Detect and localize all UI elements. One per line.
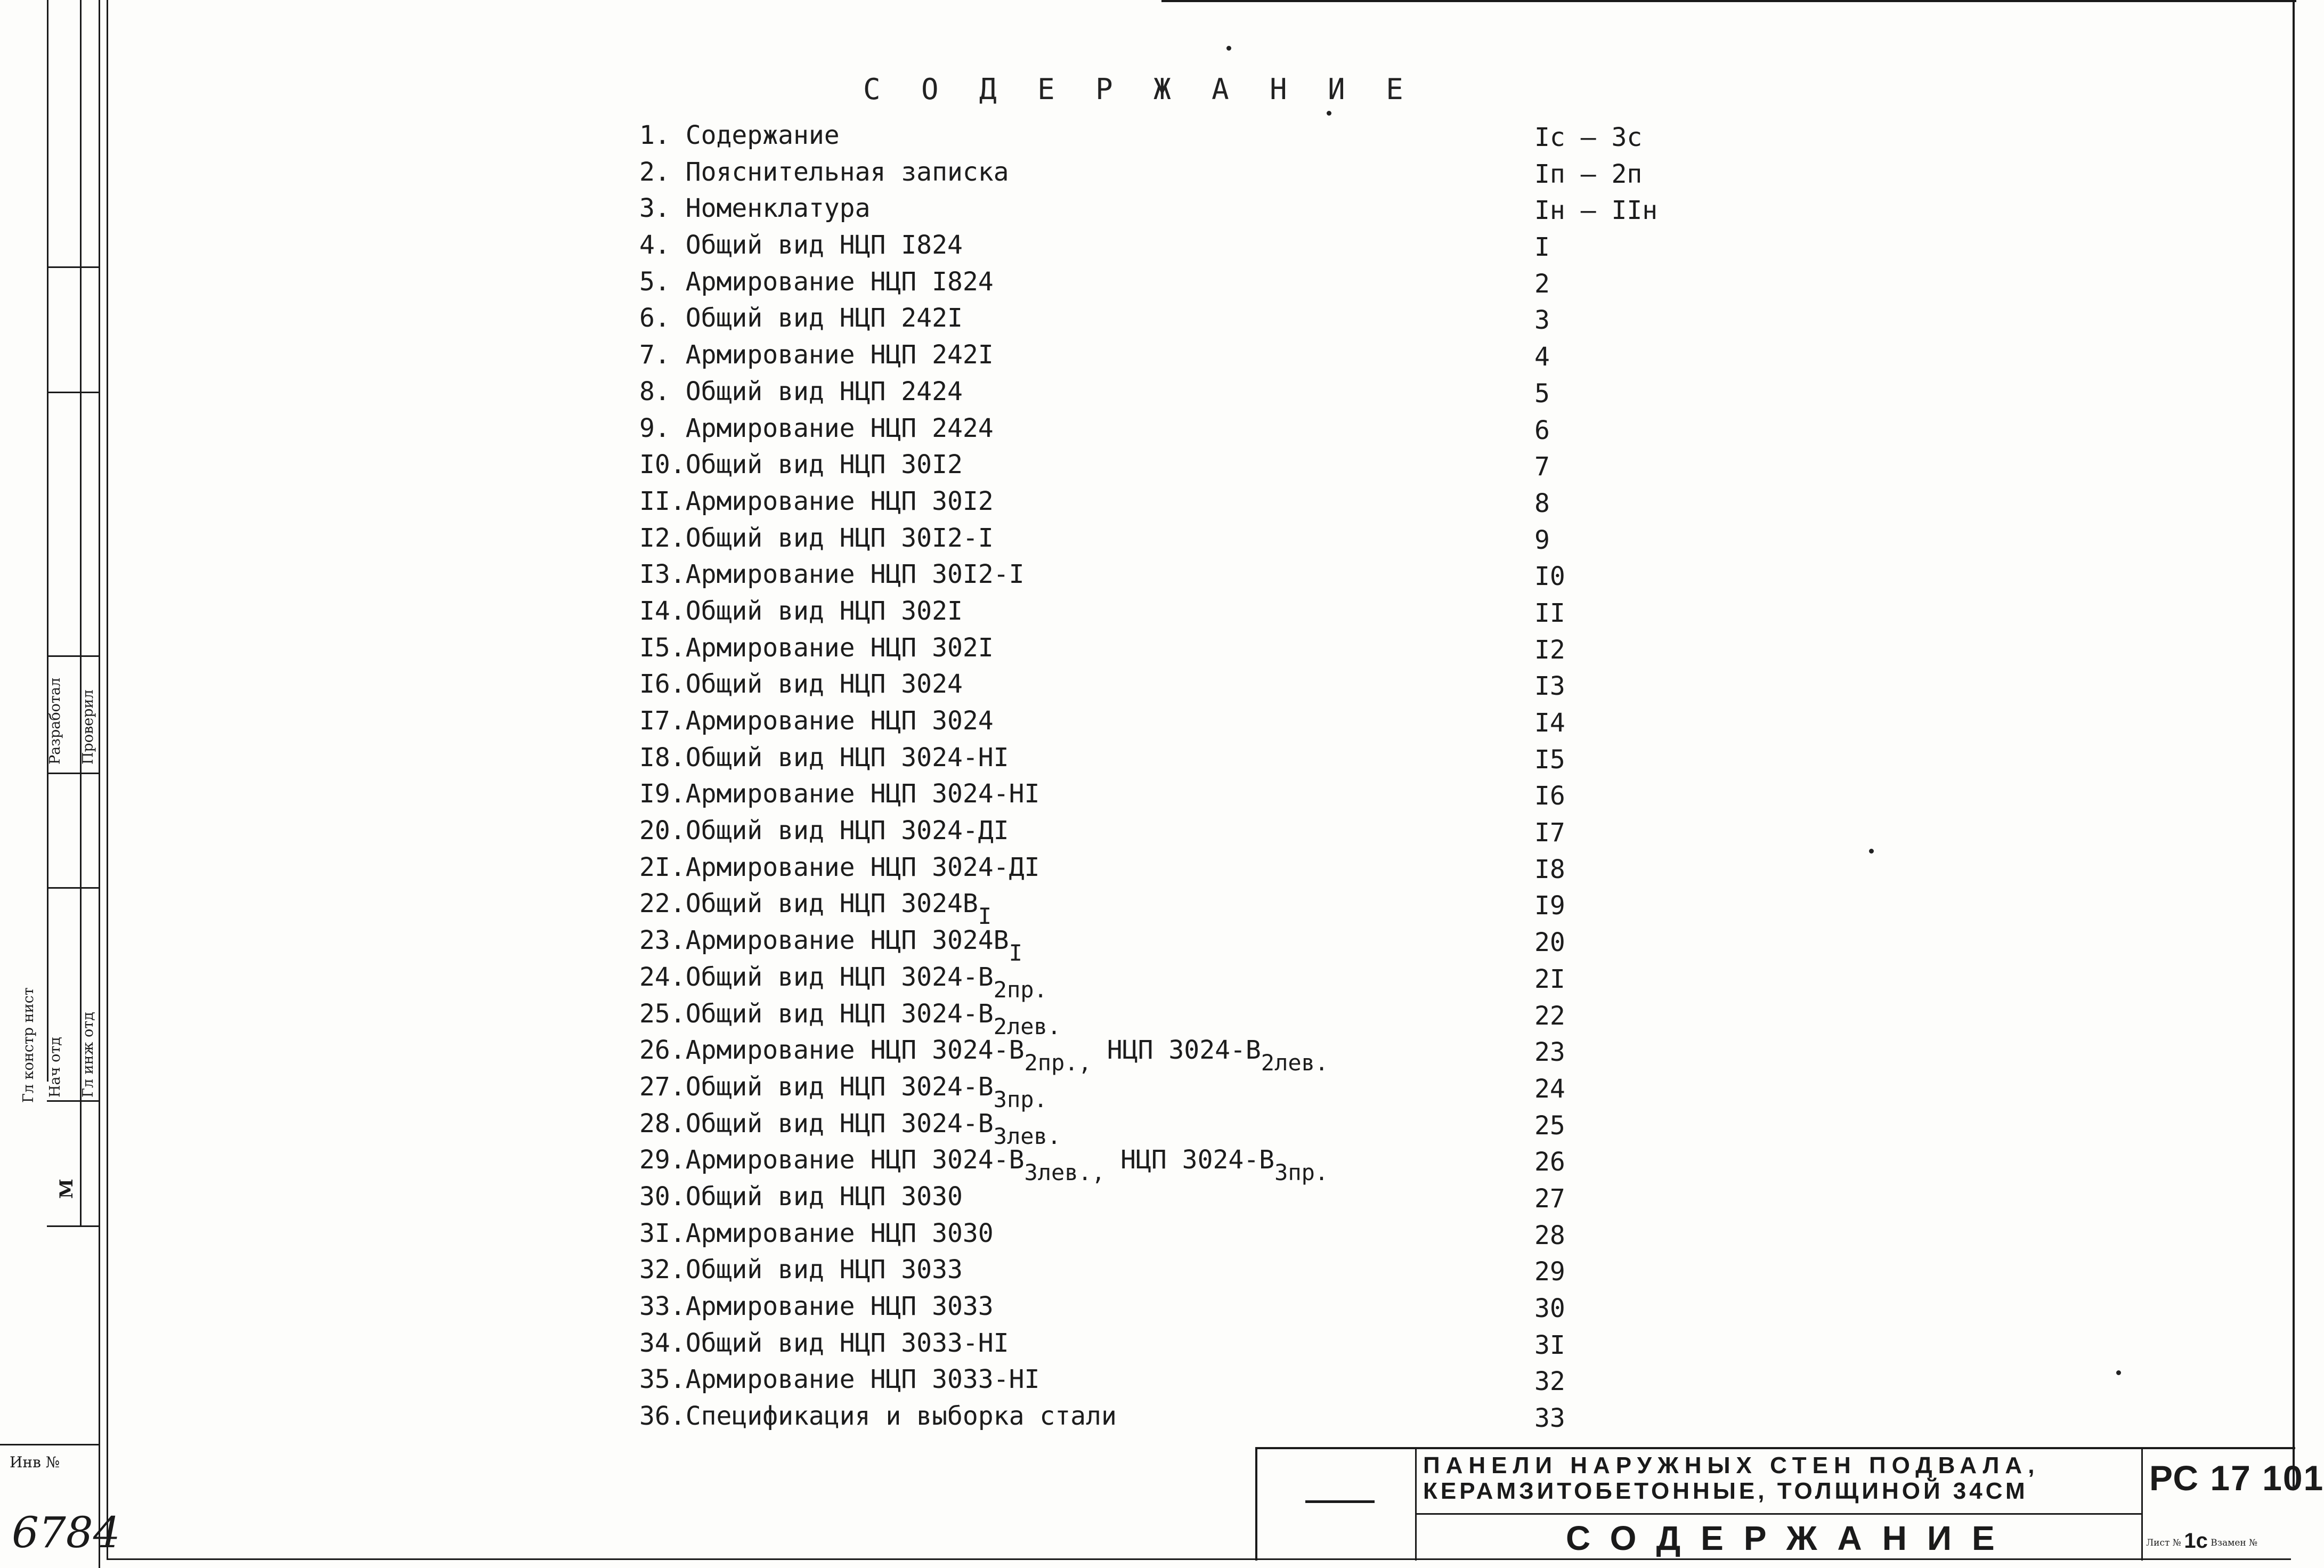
toc-item-subscript: 3лев., <box>1024 1159 1106 1186</box>
toc-row <box>639 303 1705 340</box>
toc-row <box>639 743 1705 779</box>
chief-constructor-label: Гл констр нист <box>20 987 37 1103</box>
toc-row <box>639 1145 1705 1186</box>
toc-item-page: 2 <box>1534 269 1550 299</box>
toc-item-page: I4 <box>1534 708 1565 738</box>
toc-item-title <box>639 889 992 929</box>
toc-item-page: I8 <box>1534 854 1565 884</box>
toc-item-text: I9.Армирование НЦП 3024-НI <box>639 779 1040 809</box>
toc-item-page: 22 <box>1534 1001 1565 1031</box>
toc-item-title <box>639 1364 1039 1394</box>
toc-item-text: 3I.Армирование НЦП 3030 <box>639 1218 994 1248</box>
toc-item-page: I7 <box>1534 818 1565 848</box>
sheet-info <box>2146 1529 2257 1553</box>
strip-line <box>99 0 100 1568</box>
toc-item-text: 27.Общий вид НЦП 3024-В <box>639 1071 994 1102</box>
toc-row <box>639 523 1705 560</box>
toc-item-text: 32.Общий вид НЦП 3033 <box>639 1255 963 1285</box>
toc-item-page: 29 <box>1534 1257 1565 1287</box>
toc-item-page: 6 <box>1534 415 1550 445</box>
toc-item-title <box>639 523 994 553</box>
toc-item-page: I <box>1534 232 1550 263</box>
toc-item-page: I3 <box>1534 671 1565 702</box>
toc-row <box>639 779 1705 816</box>
toc-row <box>639 998 1705 1039</box>
toc-item-text-extra: НЦП 3024-В <box>1091 1035 1261 1066</box>
toc-item-text: 4. Общий вид НЦП I824 <box>639 230 963 261</box>
toc-item-title <box>639 413 994 443</box>
toc-item-text: I4.Общий вид НЦП 302I <box>639 596 963 626</box>
toc-item-text: 3. Номенклатура <box>639 193 871 224</box>
toc-row <box>639 157 1705 194</box>
right-border-rule <box>2293 0 2295 1486</box>
toc-row <box>639 120 1705 157</box>
toc-row <box>639 413 1705 450</box>
toc-item-text: 34.Общий вид НЦП 3033-НI <box>639 1328 1009 1358</box>
toc-item-page: 24 <box>1534 1074 1565 1104</box>
left-stamp-strip <box>0 0 120 1568</box>
toc-item-page: 9 <box>1534 525 1550 555</box>
table-of-contents <box>639 120 1705 1438</box>
toc-item-text: 7. Армирование НЦП 242I <box>639 340 994 370</box>
toc-item-page: I5 <box>1534 744 1565 775</box>
toc-item-title <box>639 340 994 370</box>
toc-item-page: I2 <box>1534 635 1565 665</box>
toc-row <box>639 1364 1705 1401</box>
toc-item-text: 22.Общий вид НЦП 3024В <box>639 889 978 919</box>
title-block-code-cell <box>2141 1449 2324 1561</box>
toc-item-title <box>639 486 994 516</box>
toc-item-title <box>639 450 963 480</box>
title-block-separator <box>1417 1513 2141 1515</box>
toc-item-text: 8. Общий вид НЦП 2424 <box>639 376 963 407</box>
toc-row <box>639 1218 1705 1255</box>
strip-line <box>47 0 48 1082</box>
inventory-label: Инв № <box>10 1453 60 1471</box>
toc-row <box>639 706 1705 743</box>
toc-item-text: 26.Армирование НЦП 3024-В <box>639 1035 1025 1066</box>
toc-row <box>639 1182 1705 1218</box>
toc-item-title <box>639 1328 1009 1358</box>
toc-item-title <box>639 633 994 663</box>
toc-row <box>639 633 1705 670</box>
toc-row <box>639 1071 1705 1112</box>
toc-item-title <box>639 1145 1328 1185</box>
toc-item-page: I0 <box>1534 562 1565 592</box>
toc-item-subscript: 3пр. <box>993 1086 1047 1112</box>
toc-item-page: 3I <box>1534 1330 1565 1360</box>
toc-item-title <box>639 1401 1117 1431</box>
toc-item-subscript: 2пр. <box>993 976 1047 1003</box>
toc-item-page: 28 <box>1534 1220 1565 1250</box>
toc-item-subscript: 3лев. <box>993 1123 1061 1149</box>
strip-rule <box>47 887 99 889</box>
toc-item-text: 28.Общий вид НЦП 3024-В <box>639 1108 994 1139</box>
toc-item-title <box>639 1182 963 1212</box>
toc-item-title <box>639 193 870 223</box>
toc-item-text: 36.Спецификация и выборка стали <box>639 1401 1117 1432</box>
toc-item-text: 2I.Армирование НЦП 3024-ДI <box>639 852 1040 882</box>
toc-item-subscript: 2лев. <box>993 1013 1061 1039</box>
toc-row <box>639 450 1705 486</box>
toc-item-text: 30.Общий вид НЦП 3030 <box>639 1181 963 1212</box>
toc-item-page: I9 <box>1534 891 1565 921</box>
toc-row <box>639 962 1705 1003</box>
chief-engineer-label: Гл инж отд <box>80 1012 96 1098</box>
strip-rule <box>47 655 99 657</box>
toc-item-text: I0.Общий вид НЦП 30I2 <box>639 450 963 480</box>
scan-speck <box>1226 46 1231 51</box>
toc-row <box>639 377 1705 413</box>
replace-label: Взамен № <box>2211 1538 2258 1548</box>
toc-row <box>639 340 1705 377</box>
toc-item-subscript: I <box>1009 940 1022 966</box>
title-block-dash <box>1305 1500 1375 1503</box>
title-block-main-cell <box>1417 1449 2141 1561</box>
sheet-label: Лист № <box>2146 1538 2181 1548</box>
toc-item-text: 1. Содержание <box>639 120 840 150</box>
toc-row <box>639 559 1705 596</box>
toc-item-text: I6.Общий вид НЦП 3024 <box>639 669 963 700</box>
toc-item-title <box>639 559 1024 589</box>
toc-item-subscript: 3пр. <box>1274 1159 1329 1186</box>
toc-item-title <box>639 816 1009 846</box>
toc-item-page: Iн – IIн <box>1534 196 1658 226</box>
toc-item-page: I6 <box>1534 781 1565 811</box>
toc-item-text: 5. Армирование НЦП I824 <box>639 266 994 297</box>
toc-row <box>639 925 1705 966</box>
toc-row <box>639 1035 1705 1076</box>
scan-speck <box>1327 111 1331 116</box>
toc-item-subscript: 2лев. <box>1261 1050 1329 1076</box>
toc-row <box>639 889 1705 930</box>
toc-item-title <box>639 999 1061 1039</box>
toc-item-title <box>639 1218 994 1248</box>
toc-item-page: 7 <box>1534 452 1550 482</box>
toc-row <box>639 1255 1705 1291</box>
title-block <box>1255 1447 2324 1561</box>
toc-item-text: 9. Армирование НЦП 2424 <box>639 413 994 443</box>
toc-item-text: 35.Армирование НЦП 3033-НI <box>639 1364 1040 1395</box>
strip-rule <box>47 392 99 393</box>
toc-item-page: 4 <box>1534 342 1550 372</box>
toc-item-title <box>639 706 994 736</box>
toc-item-title <box>639 743 1009 773</box>
toc-item-text: I5.Армирование НЦП 302I <box>639 632 994 663</box>
toc-item-title <box>639 303 963 333</box>
sheet-title: СОДЕРЖАНИЕ <box>1566 1519 2015 1557</box>
scale-mark: М <box>56 1179 77 1199</box>
toc-row <box>639 669 1705 706</box>
toc-item-title <box>639 1255 963 1285</box>
toc-item-page: 23 <box>1534 1037 1565 1068</box>
toc-item-title <box>639 1109 1061 1149</box>
toc-row <box>639 596 1705 633</box>
toc-item-page: 26 <box>1534 1147 1565 1177</box>
toc-item-title <box>639 1035 1328 1076</box>
toc-item-title <box>639 779 1039 809</box>
sheet-number: 1с <box>2184 1529 2208 1553</box>
toc-item-page: 32 <box>1534 1367 1565 1397</box>
toc-item-text: 20.Общий вид НЦП 3024-ДI <box>639 816 1009 846</box>
toc-item-page: 25 <box>1534 1110 1565 1141</box>
document-code: РС 17 101 <box>2149 1458 2324 1498</box>
scan-speck <box>1869 849 1874 854</box>
strip-rule <box>47 773 99 774</box>
toc-row <box>639 230 1705 267</box>
toc-item-title <box>639 157 1009 187</box>
toc-row <box>639 1108 1705 1149</box>
toc-item-text: I2.Общий вид НЦП 30I2-I <box>639 523 994 553</box>
toc-item-text: 33.Армирование НЦП 3033 <box>639 1291 994 1321</box>
project-title-line-2: КЕРАМЗИТОБЕТОННЫЕ, ТОЛЩИНОЙ 34СМ <box>1423 1478 2028 1504</box>
strip-rule <box>0 1444 99 1445</box>
toc-item-title <box>639 925 1022 966</box>
toc-item-page: Iс – 3с <box>1534 123 1643 152</box>
toc-row <box>639 486 1705 523</box>
toc-item-text: I3.Армирование НЦП 30I2-I <box>639 559 1025 590</box>
toc-item-text: II.Армирование НЦП 30I2 <box>639 486 994 516</box>
toc-item-title <box>639 120 840 150</box>
project-title-line-1: ПАНЕЛИ НАРУЖНЫХ СТЕН ПОДВАЛА, <box>1423 1452 2041 1478</box>
toc-item-subscript: I <box>978 903 992 930</box>
toc-item-text: I8.Общий вид НЦП 3024-НI <box>639 742 1009 773</box>
toc-row <box>639 1401 1705 1438</box>
toc-item-title <box>639 1291 994 1321</box>
toc-item-title <box>639 669 963 699</box>
toc-row <box>639 816 1705 852</box>
toc-item-title <box>639 230 963 260</box>
strip-rule <box>47 266 99 268</box>
toc-item-page: 5 <box>1534 378 1550 409</box>
inventory-number: 6784 <box>12 1508 120 1557</box>
scan-speck <box>2116 1370 2121 1375</box>
top-border-rule <box>1161 0 2296 2</box>
strip-rule <box>47 1100 99 1102</box>
toc-item-text-extra: НЦП 3024-В <box>1105 1145 1275 1175</box>
department-head-label: Нач отд <box>47 1037 63 1098</box>
title-block-left-cell <box>1257 1449 1417 1561</box>
toc-row <box>639 193 1705 230</box>
toc-item-page: 33 <box>1534 1403 1565 1434</box>
toc-item-text: I7.Армирование НЦП 3024 <box>639 706 994 736</box>
toc-item-page: 8 <box>1534 488 1550 518</box>
toc-item-text: 2. Пояснительная записка <box>639 157 1009 187</box>
toc-item-title <box>639 267 994 297</box>
toc-item-title <box>639 852 1039 882</box>
toc-item-title <box>639 377 963 407</box>
toc-row <box>639 1291 1705 1328</box>
toc-item-page: 20 <box>1534 928 1565 958</box>
toc-row <box>639 852 1705 889</box>
toc-item-title <box>639 1072 1047 1112</box>
checked-label: Проверил <box>80 689 96 765</box>
toc-item-page: 27 <box>1534 1183 1565 1214</box>
document-title: С О Д Е Р Ж А Н И Е <box>863 72 1415 106</box>
toc-item-page: 3 <box>1534 305 1550 336</box>
toc-item-title <box>639 596 963 626</box>
toc-item-page: II <box>1534 598 1565 628</box>
toc-item-page: 2I <box>1534 964 1565 994</box>
toc-item-page: Iп – 2п <box>1534 159 1643 189</box>
toc-item-title <box>639 962 1047 1003</box>
toc-item-page: 30 <box>1534 1294 1565 1323</box>
toc-item-text: 23.Армирование НЦП 3024В <box>639 925 1009 956</box>
toc-row <box>639 267 1705 304</box>
toc-item-text: 24.Общий вид НЦП 3024-В <box>639 962 994 992</box>
toc-row <box>639 1328 1705 1365</box>
toc-item-text: 6. Общий вид НЦП 242I <box>639 303 963 334</box>
toc-item-text: 29.Армирование НЦП 3024-В <box>639 1145 1025 1175</box>
toc-item-text: 25.Общий вид НЦП 3024-В <box>639 998 994 1029</box>
developed-label: Разработал <box>47 677 63 765</box>
strip-rule <box>47 1225 99 1227</box>
toc-item-subscript: 2пр., <box>1024 1050 1092 1076</box>
